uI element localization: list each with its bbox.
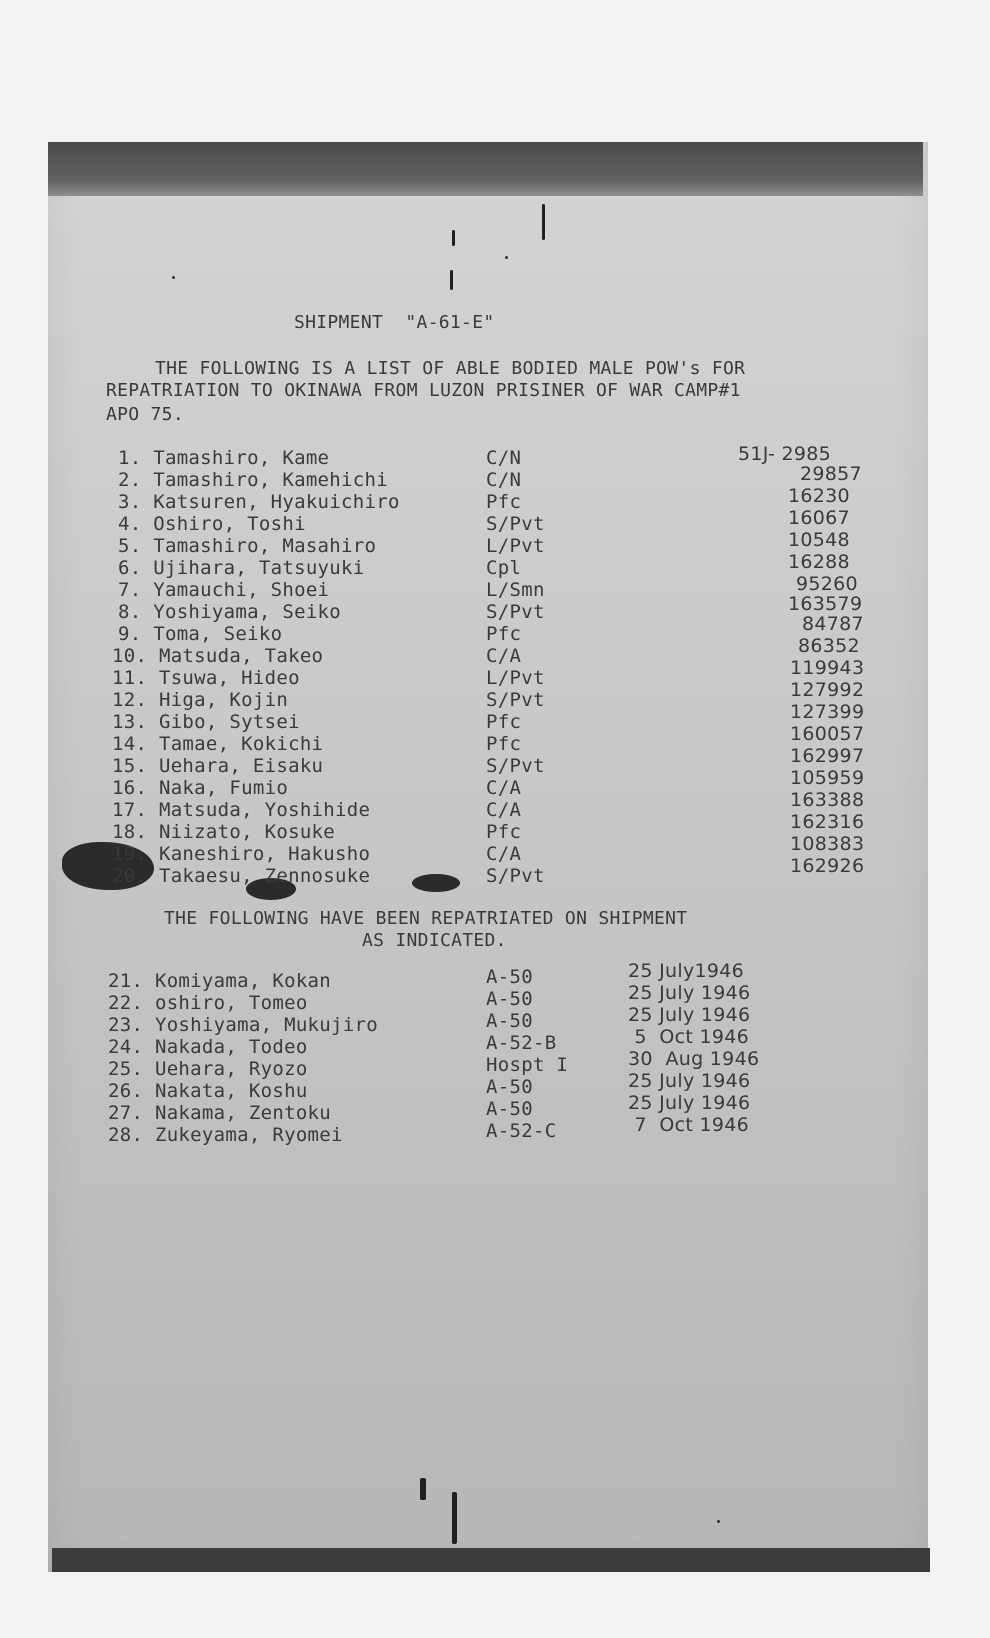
repatriation-date: 5 Oct 1946 <box>628 1026 750 1048</box>
pow-name: 10. Matsuda, Takeo <box>112 645 324 667</box>
pow-serial: 16230 <box>788 485 850 507</box>
paper-damage-mark <box>412 874 460 892</box>
pow-rank: S/Pvt <box>486 601 545 623</box>
intro-line: APO 75. <box>106 404 184 425</box>
pow-name: 25. Uehara, Ryozo <box>108 1058 308 1080</box>
pow-serial: 127399 <box>790 701 865 723</box>
shipment-code: A-50 <box>486 1076 533 1098</box>
repatriation-date: 25 July1946 <box>628 960 745 982</box>
pow-rank: S/Pvt <box>486 755 545 777</box>
pow-name: 12. Higa, Kojin <box>112 689 289 711</box>
binder-mark <box>452 230 455 246</box>
repatriation-date: 30 Aug 1946 <box>628 1048 760 1070</box>
pow-name: 2. Tamashiro, Kamehichi <box>118 469 388 491</box>
pow-rank: C/A <box>486 777 522 799</box>
repatriation-date: 25 July 1946 <box>628 982 751 1004</box>
shipment-code: A-50 <box>486 988 533 1010</box>
pow-rank: S/Pvt <box>486 865 545 887</box>
speck <box>505 256 508 259</box>
pow-serial: 108383 <box>790 833 865 855</box>
pow-serial: 119943 <box>790 657 865 679</box>
pow-name: 13. Gibo, Sytsei <box>112 711 300 733</box>
shipment-code: A-52-B <box>486 1032 557 1054</box>
pow-serial: 162316 <box>790 811 865 833</box>
binder-mark <box>450 270 453 290</box>
pow-name: 15. Uehara, Eisaku <box>112 755 324 777</box>
binder-mark <box>452 1492 457 1544</box>
shipment-code: A-52-C <box>486 1120 557 1142</box>
repatriation-date: 25 July 1946 <box>628 1092 751 1114</box>
pow-name: 9. Toma, Seiko <box>118 623 283 645</box>
pow-serial: 127992 <box>790 679 865 701</box>
pow-name: 22. oshiro, Tomeo <box>108 992 308 1014</box>
section-heading-line: THE FOLLOWING HAVE BEEN REPATRIATED ON SHIPMENT <box>164 908 688 929</box>
pow-serial: 160057 <box>790 723 865 745</box>
pow-name: 3. Katsuren, Hyakuichiro <box>118 491 400 513</box>
pow-rank: C/A <box>486 843 522 865</box>
pow-serial: 105959 <box>790 767 865 789</box>
pow-serial: 163388 <box>790 789 865 811</box>
pow-serial: 86352 <box>798 635 860 657</box>
pow-serial: 162926 <box>790 855 865 877</box>
pow-serial: 84787 <box>802 613 864 635</box>
pow-name: 24. Nakada, Todeo <box>108 1036 308 1058</box>
pow-serial: 95260 <box>796 573 858 595</box>
intro-line: REPATRIATION TO OKINAWA FROM LUZON PRISINER OF WAR CAMP#1 <box>106 380 741 401</box>
repatriation-date: 25 July 1946 <box>628 1004 751 1026</box>
photo-bottom-band <box>52 1548 930 1572</box>
pow-rank: L/Pvt <box>486 535 545 557</box>
pow-rank: S/Pvt <box>486 689 545 711</box>
pow-name: 28. Zukeyama, Ryomei <box>108 1124 343 1146</box>
pow-rank: Pfc <box>486 821 522 843</box>
shipment-code: Hospt I <box>486 1054 569 1076</box>
speck <box>172 276 175 279</box>
pow-name: 18. Niizato, Kosuke <box>112 821 336 843</box>
shipment-code: A-50 <box>486 966 533 988</box>
pow-serial: 51J- 2985 <box>738 443 832 465</box>
shipment-code: A-50 <box>486 1010 533 1032</box>
pow-name: 20. Takaesu, Zennosuke <box>112 865 371 887</box>
pow-serial: 16067 <box>788 507 850 529</box>
pow-rank: C/N <box>486 447 522 469</box>
pow-name: 5. Tamashiro, Masahiro <box>118 535 377 557</box>
shipment-title: SHIPMENT "A-61-E" <box>294 312 495 333</box>
pow-serial: 10548 <box>788 529 850 551</box>
pow-rank: Cpl <box>486 557 522 579</box>
repatriation-date: 25 July 1946 <box>628 1070 751 1092</box>
pow-rank: Pfc <box>486 733 522 755</box>
pow-name: 11. Tsuwa, Hideo <box>112 667 300 689</box>
pow-rank: Pfc <box>486 623 522 645</box>
pow-name: 7. Yamauchi, Shoei <box>118 579 330 601</box>
pow-rank: L/Smn <box>486 579 545 601</box>
pow-name: 19. Kaneshiro, Hakusho <box>112 843 371 865</box>
pow-serial: 163579 <box>788 593 863 615</box>
binder-mark <box>542 204 545 240</box>
photo-top-band <box>48 142 923 196</box>
repatriation-date: 7 Oct 1946 <box>628 1114 750 1136</box>
pow-rank: Pfc <box>486 711 522 733</box>
speck <box>717 1520 720 1523</box>
pow-rank: C/A <box>486 645 522 667</box>
section-heading-line: AS INDICATED. <box>362 930 507 951</box>
pow-name: 1. Tamashiro, Kame <box>118 447 330 469</box>
pow-name: 14. Tamae, Kokichi <box>112 733 324 755</box>
pow-rank: L/Pvt <box>486 667 545 689</box>
pow-rank: C/A <box>486 799 522 821</box>
pow-name: 17. Matsuda, Yoshihide <box>112 799 371 821</box>
binder-mark <box>420 1478 426 1500</box>
pow-rank: S/Pvt <box>486 513 545 535</box>
pow-name: 27. Nakama, Zentoku <box>108 1102 332 1124</box>
pow-name: 26. Nakata, Koshu <box>108 1080 308 1102</box>
pow-name: 6. Ujihara, Tatsuyuki <box>118 557 365 579</box>
pow-name: 16. Naka, Fumio <box>112 777 289 799</box>
pow-name: 23. Yoshiyama, Mukujiro <box>108 1014 378 1036</box>
shipment-code: A-50 <box>486 1098 533 1120</box>
pow-name: 4. Oshiro, Toshi <box>118 513 306 535</box>
pow-serial: 29857 <box>800 463 862 485</box>
pow-name: 21. Komiyama, Kokan <box>108 970 332 992</box>
pow-name: 8. Yoshiyama, Seiko <box>118 601 342 623</box>
pow-serial: 16288 <box>788 551 850 573</box>
pow-rank: C/N <box>486 469 522 491</box>
intro-line: THE FOLLOWING IS A LIST OF ABLE BODIED MALE POW's FOR <box>155 358 746 379</box>
pow-serial: 162997 <box>790 745 865 767</box>
pow-rank: Pfc <box>486 491 522 513</box>
